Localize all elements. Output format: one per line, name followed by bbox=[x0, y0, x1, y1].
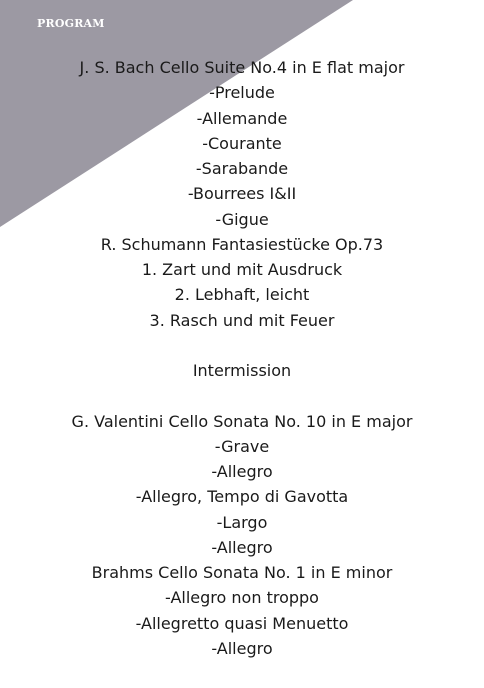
program-line: -Allegro bbox=[211, 537, 273, 557]
program-line: 3. Rasch und mit Feuer bbox=[149, 310, 335, 330]
program-list bbox=[0, 55, 484, 661]
intermission-label: Intermission bbox=[192, 361, 292, 380]
program-line: -Largo bbox=[216, 512, 268, 532]
program-line: 1. Zart und mit Ausdruck bbox=[141, 260, 343, 279]
program-line: -Allegro, Tempo di Gavotta bbox=[135, 487, 349, 507]
program-line: 2. Lebhaft, leicht bbox=[174, 285, 310, 305]
program-line: -Allegro bbox=[211, 638, 273, 658]
program-line: -Gigue bbox=[215, 209, 269, 229]
program-line: -Allegretto quasi Menuetto bbox=[135, 613, 349, 633]
program-line: -Grave bbox=[214, 436, 270, 456]
program-line: G. Valentini Cello Sonata No. 10 in E major bbox=[71, 411, 413, 431]
program-line: -Allemande bbox=[196, 108, 288, 128]
program-line: -Sarabande bbox=[195, 159, 289, 178]
program-line: -Bourrees I&II bbox=[187, 184, 297, 204]
program-spacer bbox=[0, 333, 484, 358]
program-line: -Allegro bbox=[211, 462, 273, 481]
program-line: -Courante bbox=[202, 133, 282, 153]
program-line: -Allegro non troppo bbox=[165, 588, 319, 608]
program-line: J. S. Bach Cello Suite No.4 in E flat major bbox=[79, 58, 405, 77]
program-line: R. Schumann Fantasiestücke Op.73 bbox=[100, 234, 384, 254]
program-line: Brahms Cello Sonata No. 1 in E minor bbox=[91, 563, 393, 582]
program-line: -Prelude bbox=[209, 83, 275, 103]
program-spacer bbox=[0, 383, 484, 408]
program-heading: PROGRAM bbox=[37, 17, 105, 30]
